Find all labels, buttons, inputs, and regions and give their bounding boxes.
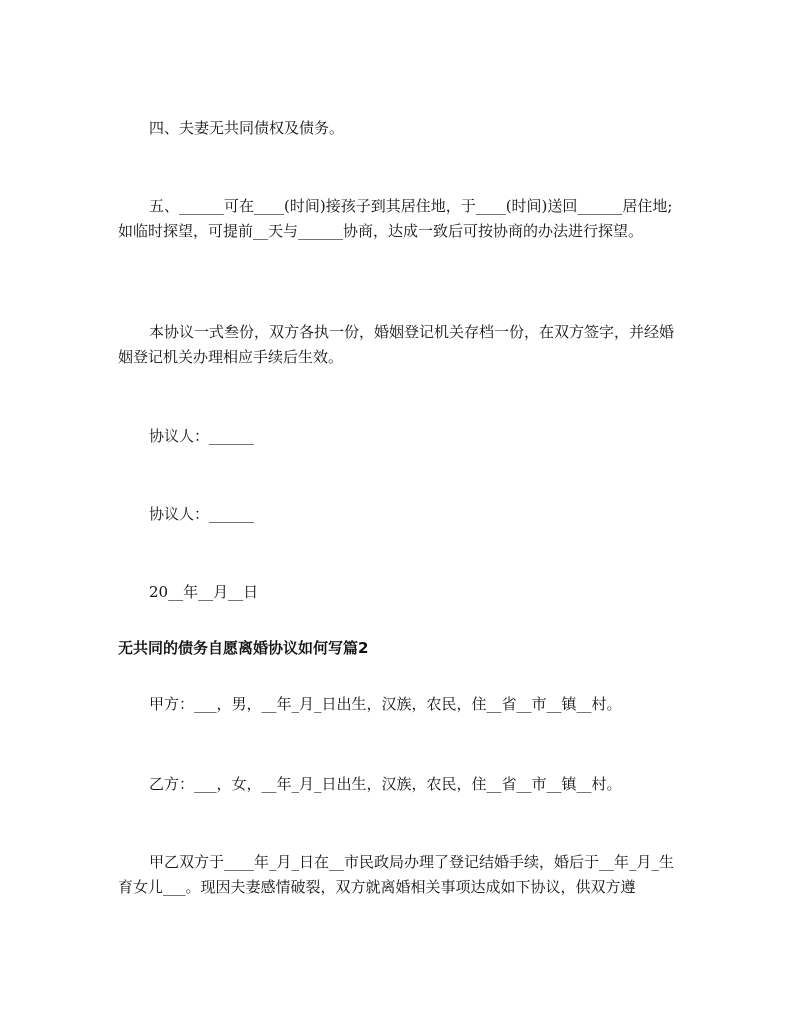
clause-four: 四、夫妻无共同债权及债务。 xyxy=(149,119,345,137)
party-b-info: 乙方：___，女，__年_月_日出生，汉族，农民，住__省__市__镇__村。 xyxy=(149,775,622,793)
section-heading: 无共同的债务自愿离婚协议如何写篇2 xyxy=(118,639,369,657)
clause-five: 五、______可在____(时间)接孩子到其居住地，于____(时间)送回______居住地;如临时探望，可提前__天与______协商，达成一致后可按协商的办法进行探望。 xyxy=(118,197,673,240)
marriage-background: 甲乙双方于____年_月_日在__市民政局办理了登记结婚手续，婚后于__年_月_生育女儿___。现因夫妻感情破裂，双方就离婚相关事项达成如下协议，供双方遵 xyxy=(118,853,675,896)
date-line: 20__年__月__日 xyxy=(149,583,259,601)
signatory-line-1: 协议人：______ xyxy=(149,427,255,445)
effectiveness-clause: 本协议一式叁份，双方各执一份，婚姻登记机关存档一份，在双方签字，并经婚姻登记机关办理相应手续后生效。 xyxy=(118,323,675,366)
signatory-line-2: 协议人：______ xyxy=(149,505,255,523)
party-a-info: 甲方：___，男，__年_月_日出生，汉族，农民，住__省__市__镇__村。 xyxy=(149,695,622,713)
